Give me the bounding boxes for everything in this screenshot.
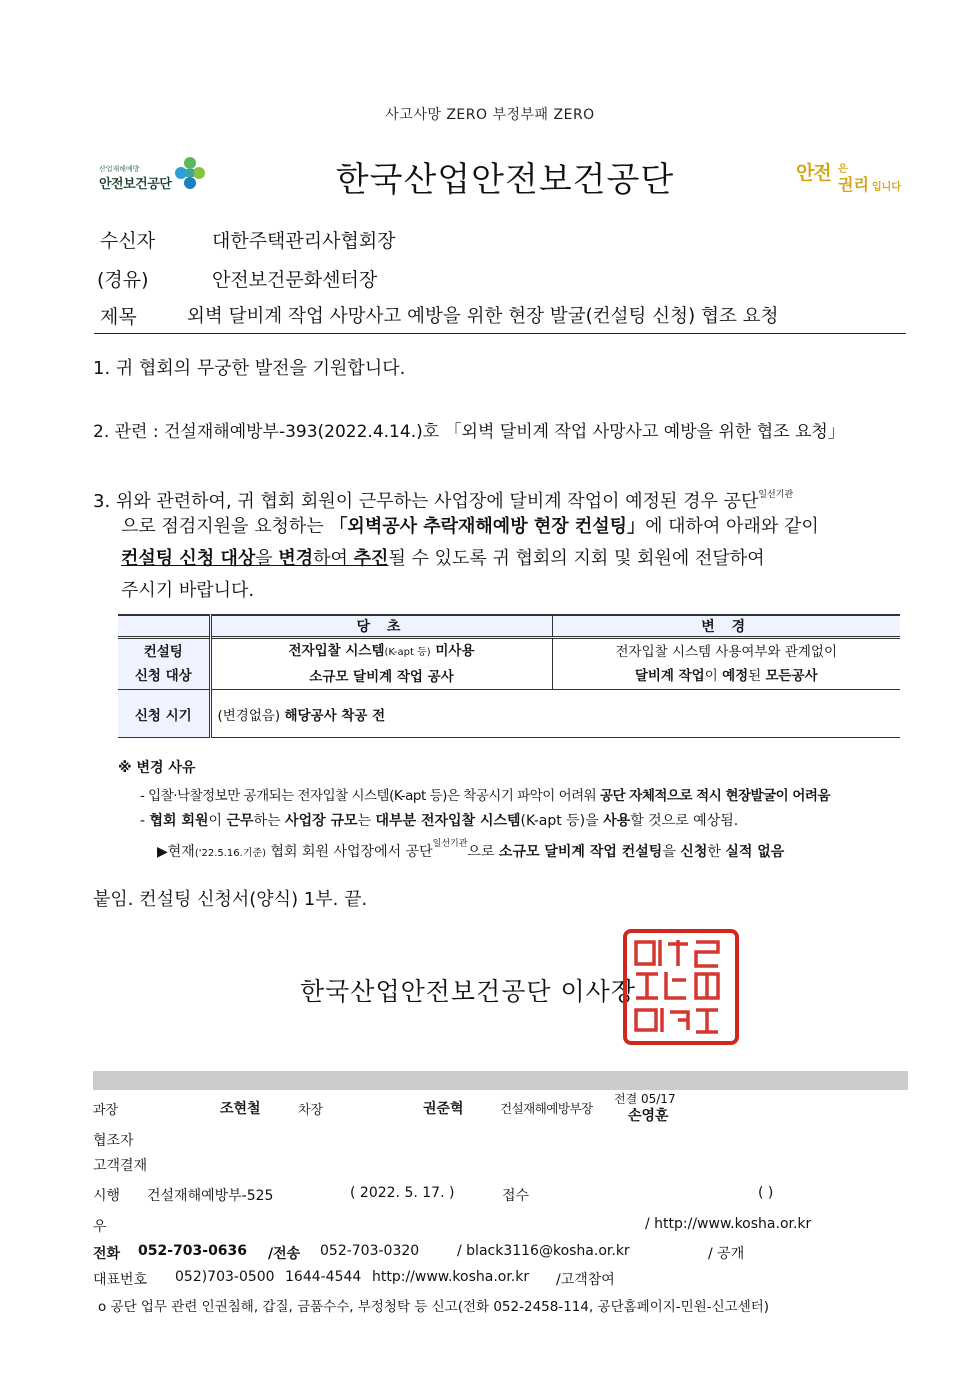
note-text: 협회 회원 사업장에서 공단: [266, 844, 433, 860]
note-text: 을: [662, 844, 681, 860]
row-label-timing: 신청 시기: [118, 690, 210, 738]
email: / black3116@kosha.or.kr: [457, 1243, 630, 1259]
note-3: [157, 836, 784, 861]
exec-date: ( 2022. 5. 17. ): [350, 1185, 455, 1201]
exec-label: 시행: [93, 1188, 121, 1204]
p3-text-b3: 에 대하여 아래와 같이: [645, 516, 819, 537]
note-1: [140, 784, 830, 804]
change-emphasis: 변경: [278, 548, 314, 569]
paragraph-1: 1. 귀 협회의 무궁한 발전을 기원합니다.: [93, 358, 406, 379]
note-emphasis: 근무: [226, 813, 254, 829]
customer-label: 고객결재: [93, 1158, 148, 1174]
name-3: 손영훈: [628, 1108, 669, 1124]
note-text: 이: [208, 813, 227, 829]
note-text: 할 것으로 예상됨.: [630, 813, 739, 829]
note-2: [140, 810, 738, 830]
official-seal-icon: [622, 928, 740, 1046]
p3-text-c2: 을: [255, 548, 279, 569]
cell-line: 전자입찰 시스템 사용여부와 관계없이: [615, 644, 838, 660]
tel-number: 052-703-0636: [138, 1243, 248, 1259]
cell-text: 달비계 작업: [634, 668, 705, 684]
p3-text-b1: 으로 점검지원을 요청하는: [121, 516, 330, 537]
kosha-logo: [96, 156, 211, 196]
attachment: 붙임. 컨설팅 신청서(양식) 1부. 끝.: [93, 889, 368, 910]
via: 안전보건문화센터장: [212, 269, 378, 291]
recipient: 대한주택관리사협회장: [212, 230, 396, 252]
website: / http://www.kosha.or.kr: [645, 1216, 812, 1232]
note-text: - 입찰·낙찰정보만 공개되는 전자입찰 시스템(K-apt 등)은 착공시기 파악이 어려워: [140, 788, 600, 804]
p3-text-c4: 하여: [313, 548, 354, 569]
cell-text: 미사용: [430, 643, 475, 659]
cooperator-label: 협조자: [93, 1133, 134, 1149]
public-label: / 공개: [708, 1246, 745, 1262]
note-emphasis: 사업장 규모: [285, 813, 358, 829]
note-text: 으로: [467, 844, 499, 860]
notes-heading: ※ 변경 사유: [118, 760, 196, 776]
note-text: (K-apt 등)을: [520, 813, 604, 829]
promote-emphasis: 추진: [353, 548, 389, 569]
name-2: 권준혁: [423, 1101, 464, 1117]
target-emphasis: 컨설팅 신청 대상: [121, 548, 256, 569]
logo-name: 안전보건공단: [99, 177, 172, 192]
cell-text: (변경없음): [217, 707, 285, 724]
cell-line: [212, 639, 552, 665]
receipt-label: 접수: [502, 1188, 530, 1204]
cell-timing: [210, 690, 900, 738]
cell-text: 된: [748, 668, 766, 684]
logo-safety-text: 안전: [796, 162, 831, 184]
note-emphasis: 실적 없음: [725, 844, 785, 860]
slogan: 사고사망 ZERO 부정부패 ZERO: [385, 107, 595, 123]
note-text: 는: [357, 813, 376, 829]
p3-text-c6: 될 수 있도록 귀 협회의 지회 및 회원에 전달하여: [388, 548, 765, 569]
rep-label: 대표번호: [93, 1272, 148, 1288]
logo-right-text: 권리: [838, 175, 869, 194]
footer-divider-bar: [93, 1071, 908, 1090]
approval-note: 전결 05/17: [614, 1092, 676, 1106]
table-row: [118, 638, 900, 690]
logo-particle-text: 은: [838, 164, 848, 175]
via-label: (경유): [97, 269, 149, 291]
signature: 한국산업안전보건공단 이사장: [300, 977, 636, 1006]
note-small: ('22.5.16.기준): [194, 848, 267, 859]
header-divider: [94, 333, 906, 334]
fax-number: 052-703-0320: [320, 1243, 420, 1259]
note-emphasis: 사용: [603, 813, 631, 829]
consulting-title: 「외벽공사 추락재해예방 현장 컨설팅」: [329, 516, 646, 537]
role-2: 차장: [298, 1103, 324, 1118]
note-text: 하는: [253, 813, 286, 829]
cell-text: 전자입찰 시스템: [288, 643, 385, 659]
rep-tel: 052)703-0500: [175, 1269, 275, 1285]
paragraph-3-line-4: 주시기 바랍니다.: [121, 580, 255, 601]
rep-website: http://www.kosha.or.kr: [372, 1269, 530, 1285]
paragraph-3-line-3: [121, 543, 765, 575]
report-notice: o 공단 업무 관련 인권침해, 갑질, 금품수수, 부정청탁 등 신고(전화 052-2458-114, 공단홈페이지-민원-신고센터): [98, 1299, 770, 1315]
role-3: 건설재해예방부장: [500, 1101, 593, 1116]
comparison-table: [118, 614, 900, 738]
p3-superscript: 일선기관: [758, 490, 794, 500]
note-text: 한: [707, 844, 726, 860]
note-emphasis: 대부분 전자입찰 시스템: [375, 813, 521, 829]
subject-label: 제목: [100, 306, 137, 328]
logo-ending-text: 입니다: [872, 182, 901, 193]
table-corner: [118, 615, 210, 638]
cell-text: 해당공사 착공 전: [284, 707, 386, 724]
org-title: 한국산업안전보건공단: [335, 160, 675, 200]
cell-text: 예정: [722, 668, 749, 684]
safety-slogan-logo: [796, 158, 906, 198]
p3-text-a: 3. 위와 관련하여, 귀 협회 회원이 근무하는 사업장에 달비계 작업이 예정된 경우 공단: [93, 491, 759, 512]
cell-line: [553, 664, 901, 688]
cell-line: 소규모 달비계 작업 공사: [309, 669, 454, 685]
receipt-paren: ( ): [758, 1185, 774, 1201]
cell-after-target: [552, 638, 900, 690]
exec-number: 건설재해예방부-525: [147, 1188, 274, 1204]
name-1: 조현철: [220, 1101, 261, 1117]
tel-label: 전화: [93, 1246, 121, 1262]
paragraph-2: 2. 관련 : 건설재해예방부-393(2022.4.14.)호 「외벽 달비계 작업 사망사고 예방을 위한 협조 요청」: [93, 422, 845, 442]
cross-logo-icon: [174, 156, 206, 190]
rep-tel-2: 1644-4544: [285, 1269, 362, 1285]
logo-subtitle: 산업재해예방: [99, 165, 140, 173]
table-row: [118, 690, 900, 738]
zip-label: 우: [93, 1219, 107, 1235]
table-header-row: [118, 615, 900, 638]
note-text: ▶현재: [157, 844, 195, 860]
note-superscript: 일선기관: [432, 839, 468, 849]
col-after-header: 변 경: [552, 615, 900, 638]
note-text: -: [140, 813, 150, 829]
paragraph-3-line-2: [121, 511, 819, 543]
note-emphasis: 공단 자체적으로 적시 현장발굴이 어려움: [600, 788, 830, 804]
subject: 외벽 달비계 작업 사망사고 예방을 위한 현장 발굴(컨설팅 신청) 협조 요청: [187, 306, 779, 327]
cell-text: (K-apt 등): [384, 647, 431, 658]
note-emphasis: 신청: [680, 844, 708, 860]
customer-participation: /고객참여: [556, 1272, 615, 1288]
role-1: 과장: [93, 1103, 119, 1118]
cell-before-target: [210, 638, 552, 690]
note-emphasis: 협회 회원: [149, 813, 209, 829]
row-label-line: 컨설팅: [143, 644, 183, 660]
cell-text: 이: [704, 668, 723, 684]
cell-text: 모든공사: [765, 668, 818, 684]
note-emphasis: 소규모 달비계 작업 컨설팅: [498, 844, 663, 860]
recipient-label: 수신자: [100, 230, 156, 252]
row-label-target: [118, 638, 210, 690]
col-before-header: 당 초: [210, 615, 552, 638]
fax-label: /전송: [268, 1246, 301, 1262]
row-label-line: 신청 대상: [134, 668, 192, 684]
